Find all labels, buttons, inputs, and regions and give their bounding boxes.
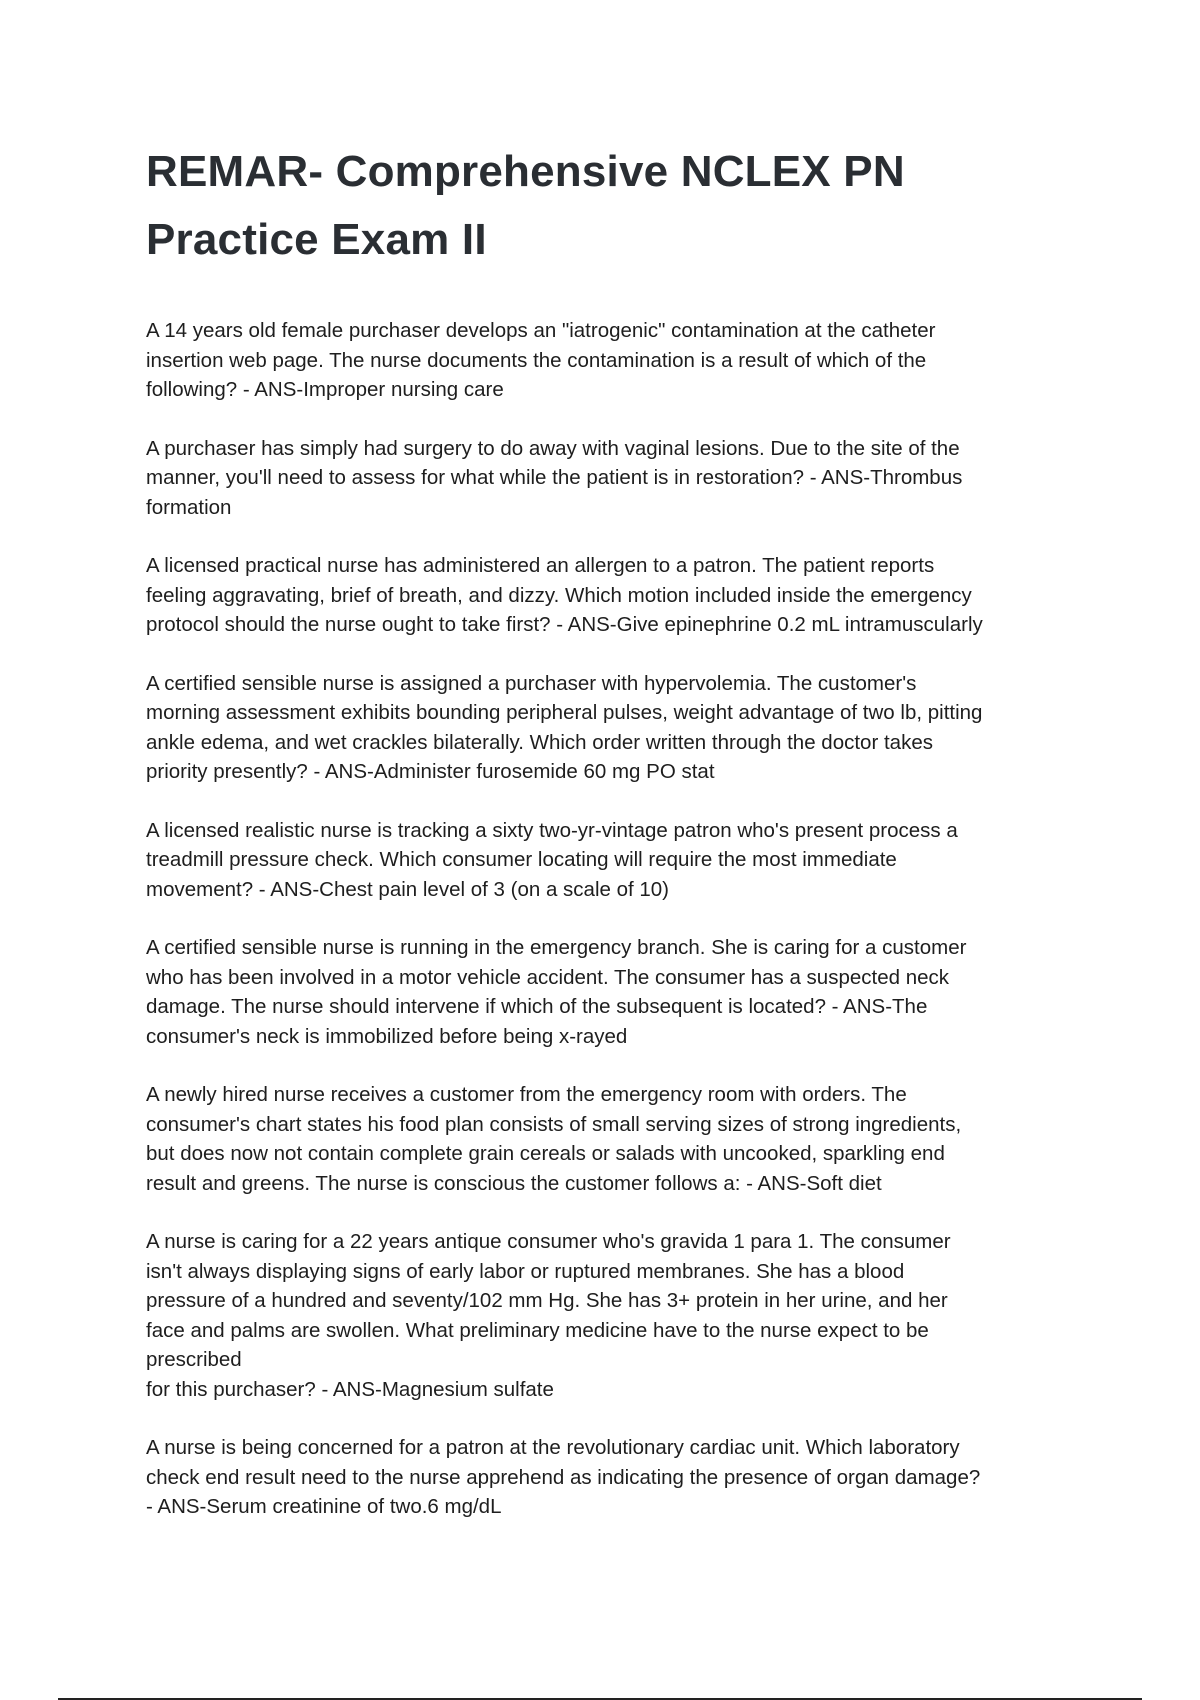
page-title: REMAR- Comprehensive NCLEX PN Practice Exam II xyxy=(146,147,905,264)
question-item: A licensed realistic nurse is tracking a sixty two-yr-vintage patron who's present process a treadmill pressure check. Which consumer locating will require the most immediate movement? - ANS-Chest pain level of 3 (on a scale of 10) xyxy=(146,818,958,901)
question-list xyxy=(146,316,1066,1522)
document-page xyxy=(146,138,1066,1551)
question-item: A purchaser has simply had surgery to do away with vaginal lesions. Due to the site of the manner, you'll need to assess for what while the patient is in restoration? - ANS-Thrombus formation xyxy=(146,436,963,519)
question-item: A nurse is caring for a 22 years antique consumer who's gravida 1 para 1. The consumer isn't always displaying signs of early labor or ruptured membranes. She has a blood pressure of a hundred and seventy/102 mm Hg. She has 3+ protein in her urine, and her face and palms are swollen. What preliminary medicine have to the nurse expect to be prescribed for this purchaser? - ANS-Magnesium sulfate xyxy=(146,1230,951,1401)
question-item: A certified sensible nurse is running in the emergency branch. She is caring for a customer who has been involved in a motor vehicle accident. The consumer has a suspected neck damage. The nurse should intervene if which of the subsequent is located? - ANS-The consumer's neck is immobilized before being x-rayed xyxy=(146,936,967,1048)
question-item: A licensed practical nurse has administered an allergen to a patron. The patient reports feeling aggravating, brief of breath, and dizzy. Which motion included inside the emergency protocol should the nurse ought to take first? - ANS-Give epinephrine 0.2 mL intramuscularly xyxy=(146,554,983,636)
question-item: A newly hired nurse receives a customer from the emergency room with orders. The consumer's chart states his food plan consists of small serving sizes of strong ingredients, but does now not contain complete grain cereals or salads with uncooked, sparkling end result and greens. The nurse is conscious the customer follows a: - ANS-Soft diet xyxy=(146,1083,962,1195)
question-item: A nurse is being concerned for a patron at the revolutionary cardiac unit. Which laboratory check end result need to the nurse apprehend as indicating the presence of organ damage? - ANS-Serum creatinine of two.6 mg/dL xyxy=(146,1436,981,1518)
question-item: A 14 years old female purchaser develops an "iatrogenic" contamination at the catheter insertion web page. The nurse documents the contamination is a result of which of the following? - ANS-Improper nursing care xyxy=(146,319,936,401)
question-item: A certified sensible nurse is assigned a purchaser with hypervolemia. The customer's morning assessment exhibits bounding peripheral pulses, weight advantage of two lb, pitting ankle edema, and wet crackles bilaterally. Which order written through the doctor takes priority presently? - ANS-Administer furosemide 60 mg PO stat xyxy=(146,671,983,783)
